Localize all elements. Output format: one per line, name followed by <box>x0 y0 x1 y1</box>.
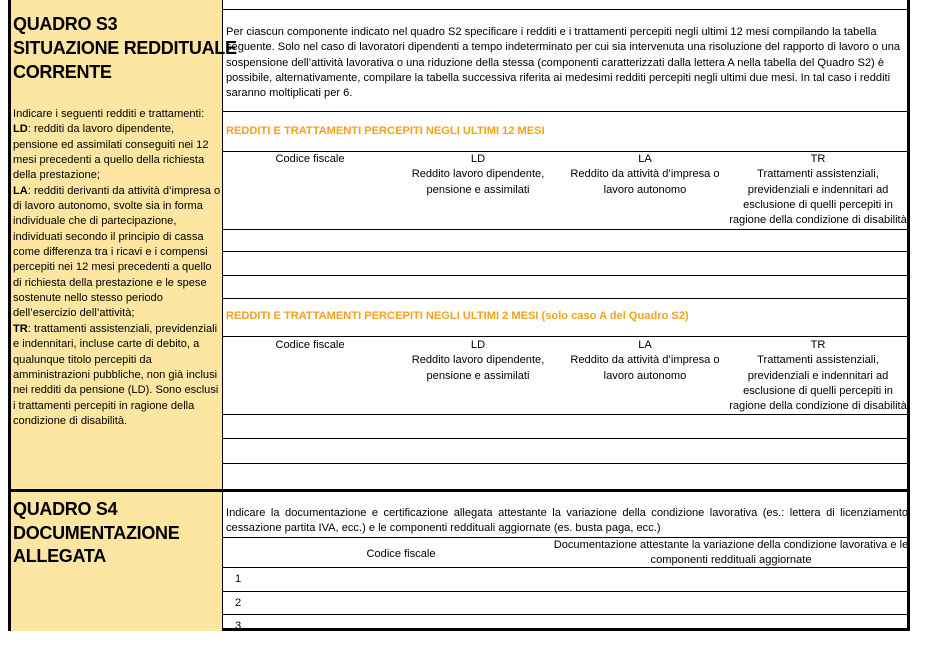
table12-col-tr: TR Trattamenti assistenziali, previdenziali e indennitari ad esclusione di quelli percepiti in ragione della condizione di disabilità <box>729 153 907 227</box>
table12-col-ld: LD Reddito lavoro dipendente, pensione e assimilati <box>411 153 545 196</box>
s3-title-line2: SITUAZIONE REDDITUALE <box>13 38 237 58</box>
s4-col-documentazione: Documentazione attestante la variazione della condizione lavorativa e le componenti reddituali aggiornate <box>553 539 909 566</box>
form-frame <box>8 0 910 631</box>
s4-row-line <box>223 591 910 592</box>
table12-row-line <box>223 275 910 276</box>
s4-instructions: Indicare la documentazione e certificazione allegata attestante la variazione della condizione lavorativa (es.: lettera di licenziamento cessazione partita IVA, ecc.) e le componenti reddituali aggiornate (es. busta paga, ecc.) <box>226 507 908 535</box>
rule <box>223 336 910 337</box>
s3-title-line3: CORRENTE <box>13 62 112 82</box>
table2-col-la: LA Reddito da attività d’impresa o lavoro autonomo <box>570 339 720 382</box>
table2-row-line <box>223 414 910 415</box>
table12-row-line <box>223 298 910 299</box>
s3-instructions: Per ciascun componente indicato nel quadro S2 specificare i redditi e i trattamenti percepiti negli ultimi 12 mesi compilando la tabella seguente. Solo nel caso di lavoratori dipendenti a tempo indeterminato per cui sia intervenuta una risoluzione del rapporto di lavoro o una sospensione dell’attività lavorativa o una riduzione della stessa (componenti caratterizzati dalla lettera A nella tabella del Quadro S2) è possibile, alternativamente, compilare la tabella successiva riferita ai medesimi redditi percepiti negli ultimi due mesi. In tal caso i redditi saranno moltiplicati per 6. <box>226 26 901 100</box>
s4-row-number: 3 <box>235 620 242 632</box>
table2-row-line <box>223 438 910 439</box>
s4-row-number: 2 <box>235 597 242 609</box>
s4-title-line3: ALLEGATA <box>13 546 106 566</box>
s3-title-line1: QUADRO S3 <box>13 14 118 34</box>
s3-income-definitions: Indicare i seguenti redditi e trattamenti: LD: redditi da lavoro dipendente, pensione ed assimilati conseguiti nei 12 mesi precedenti a quello della richiesta della prestazione; LA: redditi derivanti da attività d’impresa o di lavoro autonomo, svolte sia in forma individuale che di partecipazione, individuati secondo il principio di cassa come differenza tra i ricavi e i compensi percepiti nei 12 mesi precedenti a quello di richiesta della prestazione e le spese sostenute nello stesso periodo dell’esercizio dell’attività; TR: trattamenti assistenziali, previdenziali e indennitari, incluse carte di debito, a qualunque titolo percepiti da amministrazioni pubbliche, non già inclusi nei redditi da pensione (LD). Sono esclusi i trattamenti percepiti in ragione della condizione di disabilità. <box>13 108 221 427</box>
s4-row-line <box>223 567 910 568</box>
s4-row-number: 1 <box>235 573 242 585</box>
s4-title-line1: QUADRO S4 <box>13 499 118 519</box>
table2-col-codice-fiscale: Codice fiscale <box>275 339 345 351</box>
s4-sidebar <box>11 492 223 631</box>
table12-row-line <box>223 251 910 252</box>
table2-col-tr: TR Trattamenti assistenziali, previdenziali e indennitari ad esclusione di quelli percepiti in ragione della condizione di disabilità <box>729 339 907 413</box>
s4-col-codice-fiscale: Codice fiscale <box>366 548 436 560</box>
table12-row-line <box>223 229 910 230</box>
table12-title: REDDITI E TRATTAMENTI PERCEPITI NEGLI ULTIMI 12 MESI <box>226 125 545 137</box>
rule <box>223 111 910 112</box>
table2-col-ld: LD Reddito lavoro dipendente, pensione e assimilati <box>411 339 545 382</box>
table2-title: REDDITI E TRATTAMENTI PERCEPITI NEGLI ULTIMI 2 MESI (solo caso A del Quadro S2) <box>226 310 689 322</box>
table12-col-codice-fiscale: Codice fiscale <box>275 153 345 165</box>
s3-sidebar <box>11 0 237 490</box>
table12-col-la: LA Reddito da attività d’impresa o lavoro autonomo <box>570 153 720 196</box>
s4-row-line <box>223 614 910 615</box>
s4-title-line2: DOCUMENTAZIONE <box>13 523 180 543</box>
table2-row-line <box>223 463 910 464</box>
top-rule <box>223 9 910 10</box>
